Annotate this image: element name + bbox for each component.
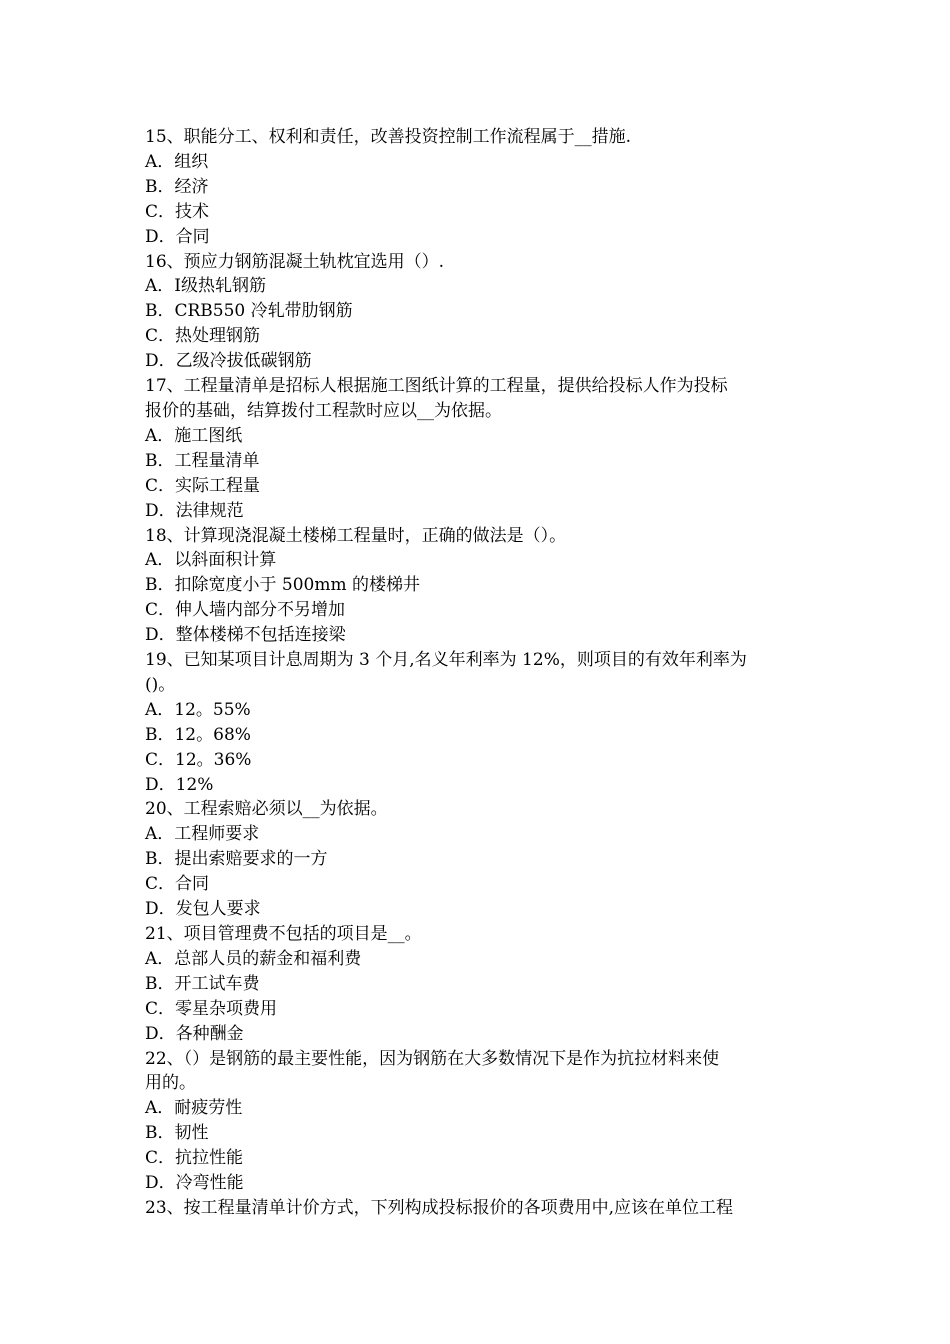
question-list xyxy=(145,125,810,1221)
option-d: D．各种酬金 xyxy=(145,1023,244,1044)
option-c: C．12。36% xyxy=(145,749,252,770)
option-b: B．开工试车费 xyxy=(145,973,260,994)
option-c: C．抗拉性能 xyxy=(145,1148,244,1169)
question-22-stem-cont: 用的。 xyxy=(145,1073,196,1094)
option-b: B．扣除宽度小于 500mm 的楼梯井 xyxy=(145,575,420,596)
question-15-stem: 15、职能分工、权利和责任，改善投资控制工作流程属于__措施. xyxy=(145,127,632,147)
option-d: D．12% xyxy=(145,774,214,795)
option-d: D．冷弯性能 xyxy=(145,1173,244,1194)
option-a: A．耐疲劳性 xyxy=(145,1098,243,1119)
question-18-stem: 18、计算现浇混凝土楼梯工程量时，正确的做法是（）。 xyxy=(145,525,567,546)
option-b: B．韧性 xyxy=(145,1123,209,1144)
option-a: A．以斜面积计算 xyxy=(145,550,277,571)
option-d: D．合同 xyxy=(145,226,210,247)
question-17-stem-cont: 报价的基础，结算拨付工程款时应以__为依据。 xyxy=(145,400,502,421)
question-20-stem: 20、工程索赔必须以__为依据。 xyxy=(145,799,388,820)
option-d: D．乙级冷拔低碳钢筋 xyxy=(145,351,312,372)
option-b: B．12。68% xyxy=(145,724,251,745)
option-d: D．发包人要求 xyxy=(145,899,261,920)
option-b: B．提出索赔要求的一方 xyxy=(145,849,328,870)
question-22-stem: 22、（）是钢筋的最主要性能，因为钢筋在大多数情况下是作为抗拉材料来使 xyxy=(145,1048,720,1069)
option-c: C．零星杂项费用 xyxy=(145,998,278,1019)
question-19-stem: 19、已知某项目计息周期为 3 个月,名义年利率为 12%，则项目的有效年利率为 xyxy=(145,650,747,671)
option-b: B．经济 xyxy=(145,176,209,197)
option-c: C．热处理钢筋 xyxy=(145,326,261,347)
option-a: A．Ⅰ级热轧钢筋 xyxy=(145,276,266,297)
option-c: C．合同 xyxy=(145,874,210,895)
option-d: D．整体楼梯不包括连接梁 xyxy=(145,625,346,646)
option-d: D．法律规范 xyxy=(145,500,244,521)
question-16-stem: 16、预应力钢筋混凝土轨枕宜选用（）. xyxy=(145,251,445,272)
question-17-stem: 17、工程量清单是招标人根据施工图纸计算的工程量，提供给投标人作为投标 xyxy=(145,376,728,397)
option-a: A．总部人员的薪金和福利费 xyxy=(145,948,362,969)
question-21-stem: 21、项目管理费不包括的项目是__。 xyxy=(145,924,422,944)
option-a: A．组织 xyxy=(145,151,209,172)
option-c: C．伸人墙内部分不另增加 xyxy=(145,600,346,621)
option-a: A．12。55% xyxy=(145,699,251,720)
question-23-stem: 23、按工程量清单计价方式，下列构成投标报价的各项费用中,应该在单位工程 xyxy=(145,1197,734,1218)
option-c: C．实际工程量 xyxy=(145,475,261,496)
option-b: B．工程量清单 xyxy=(145,450,260,471)
option-a: A．施工图纸 xyxy=(145,425,243,446)
question-19-stem-cont: ()。 xyxy=(145,674,176,695)
option-b: B．CRB550 冷轧带肋钢筋 xyxy=(145,301,353,322)
option-c: C．技术 xyxy=(145,201,210,222)
option-a: A．工程师要求 xyxy=(145,824,260,845)
